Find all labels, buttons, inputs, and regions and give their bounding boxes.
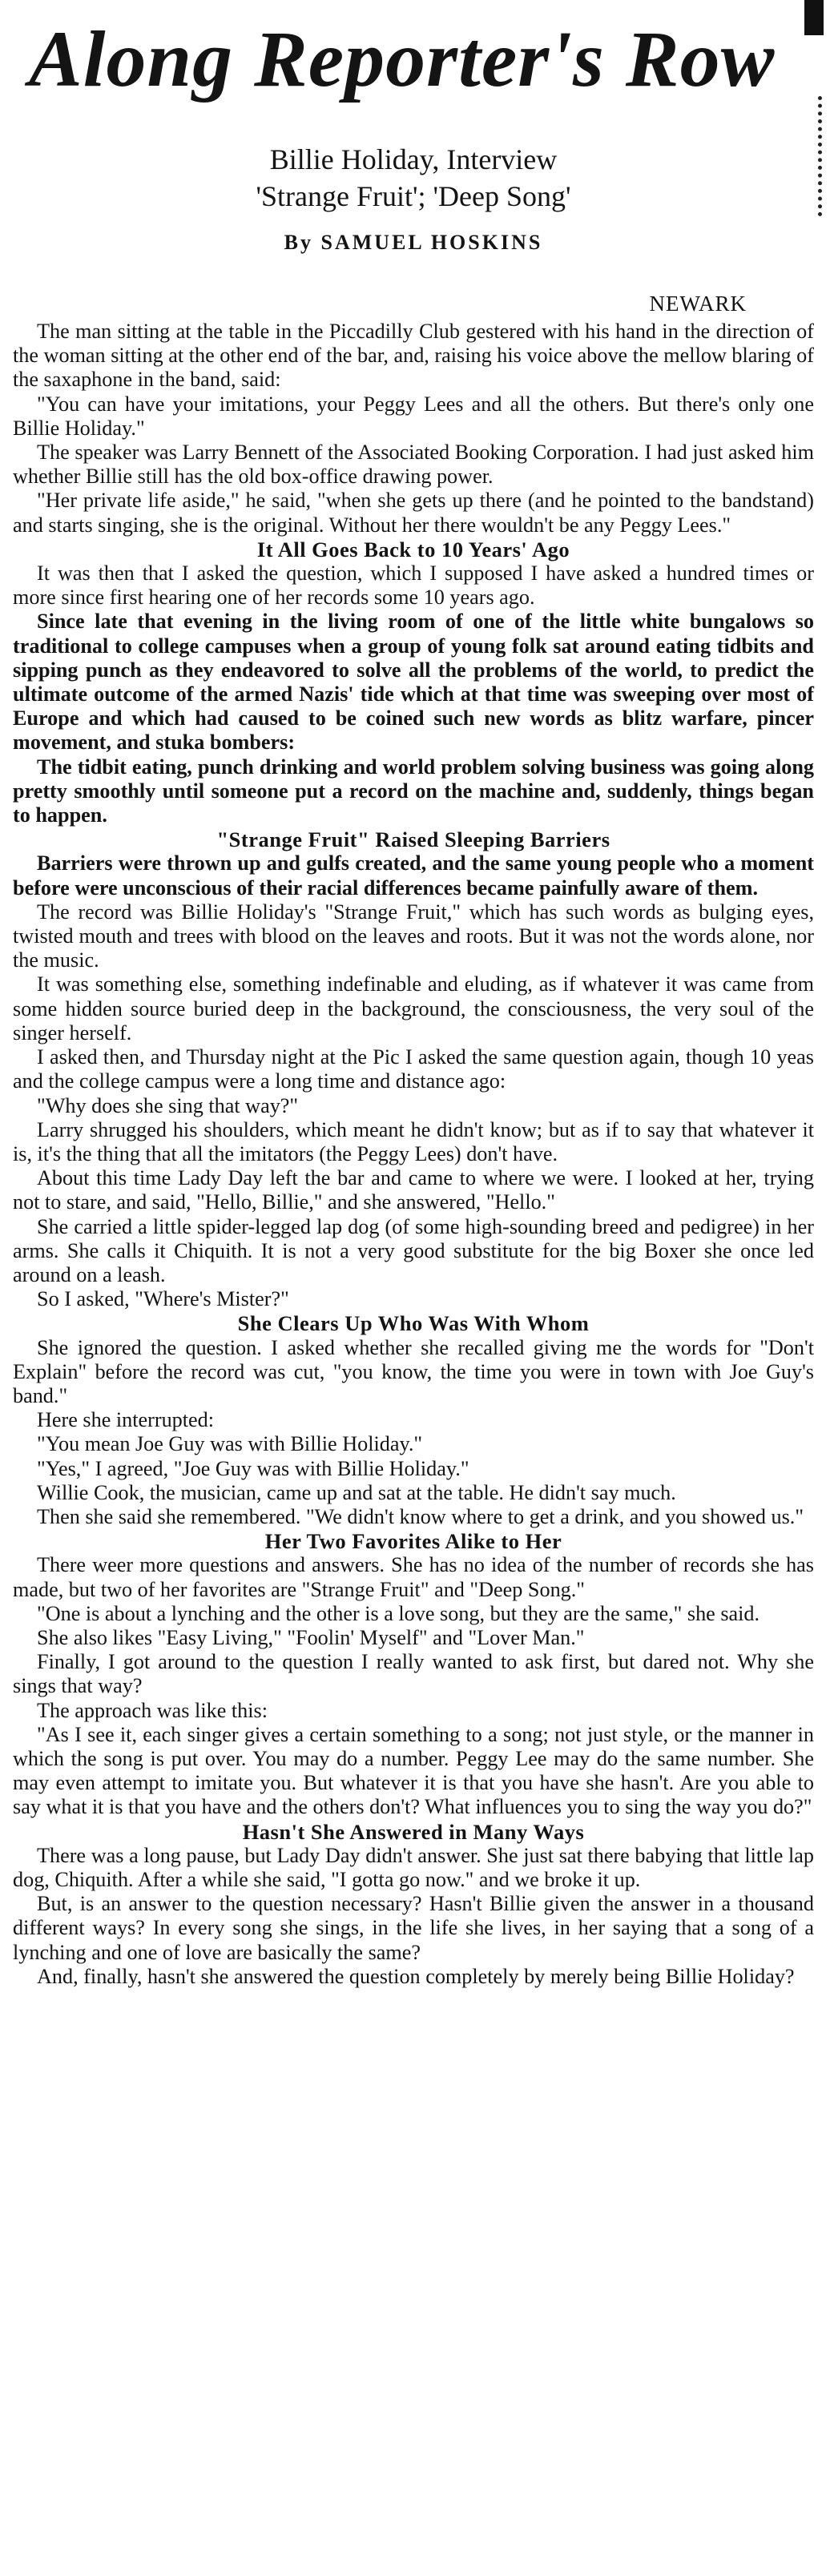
section-subheading: She Clears Up Who Was With Whom xyxy=(237,1311,590,1336)
article-paragraph: The speaker was Larry Bennett of the Associated Booking Corporation. I had just asked him whether Billie still has the old box-office drawing power. xyxy=(13,441,814,489)
subhead-line-1: Billie Holiday, Interview xyxy=(269,143,558,175)
article-subhead xyxy=(13,141,814,215)
article-paragraph: "You can have your imitations, your Peggy Lees and all the others. But there's only one Billie Holiday." xyxy=(13,392,814,440)
article-paragraph: The tidbit eating, punch drinking and world problem solving business was going along pretty smoothly until someone put a record on the machine and, suddenly, things began to happen. xyxy=(13,755,814,827)
article-paragraph: Finally, I got around to the question I really wanted to ask first, but dared not. Why she sings that way? xyxy=(13,1650,814,1698)
article-paragraph: "Why does she sing that way?" xyxy=(37,1093,299,1117)
article-paragraph: I asked then, and Thursday night at the Pic I asked the same question again, though 10 yeas and the college campus were a long time and distance ago: xyxy=(13,1045,814,1093)
article-paragraph: It was something else, something indefinable and eluding, as if whatever it was came from some hidden source buried deep in the background, the consciousness, the very soul of the singer herself. xyxy=(13,972,814,1044)
article-body xyxy=(13,320,814,1989)
byline: By SAMUEL HOSKINS xyxy=(284,231,543,254)
article-paragraph: It was then that I asked the question, which I supposed I have asked a hundred times or more since first hearing one of her records some 10 years ago. xyxy=(13,561,814,610)
article-paragraph: The approach was like this: xyxy=(37,1698,268,1722)
article-paragraph: Larry shrugged his shoulders, which meant he didn't know; but as if to say that whatever it is, it's the thing that all the imitators (the Peggy Lees) don't have. xyxy=(13,1117,814,1165)
dateline: NEWARK xyxy=(649,292,747,316)
subhead-line-2: 'Strange Fruit'; 'Deep Song' xyxy=(256,180,571,212)
article-paragraph: She also likes "Easy Living," "Foolin' Myself" and "Lover Man." xyxy=(37,1625,585,1649)
article-paragraph: There weer more questions and answers. She has no idea of the number of records she has made, but two of her favorites are "Strange Fruit" and "Deep Song." xyxy=(13,1553,814,1601)
article-paragraph: And, finally, hasn't she answered the question completely by merely being Billie Holiday? xyxy=(37,1964,795,1988)
article-paragraph: Then she said she remembered. "We didn't know where to get a drink, and you showed us." xyxy=(37,1504,804,1528)
article-paragraph: She ignored the question. I asked whether she recalled giving me the words for "Don't Explain" before the record was cut, "you know, the time you were in town with Joe Guy's band." xyxy=(13,1335,814,1407)
article-paragraph: So I asked, "Where's Mister?" xyxy=(37,1287,289,1311)
article-paragraph: The record was Billie Holiday's "Strange Fruit," which has such words as bulging eyes, twisted mouth and trees with blood on the leaves and roots. But it was not the words alone, nor the music. xyxy=(13,900,814,972)
section-subheading: Hasn't She Answered in Many Ways xyxy=(242,1819,585,1844)
article-paragraph: "One is about a lynching and the other is a love song, but they are the same," she said. xyxy=(37,1601,760,1625)
article-paragraph: "You mean Joe Guy was with Billie Holiday." xyxy=(37,1432,423,1456)
section-subheading: "Strange Fruit" Raised Sleeping Barriers xyxy=(216,827,610,852)
article-paragraph: Since late that evening in the living room of one of the little white bungalows so traditional to college campuses when a group of young folk sat around eating tidbits and sipping punch as they endeavored to solve all the problems of the world, to predict the ultimate outcome of the armed Nazis' tide which at that time was sweeping over most of Europe and which had caused to be coined such new words as blitz warfare, pincer movement, and stuka bombers: xyxy=(13,610,814,755)
article-paragraph: Willie Cook, the musician, came up and sat at the table. He didn't say much. xyxy=(37,1480,676,1504)
column-masthead: Along Reporter's Row xyxy=(29,14,776,103)
edge-dark-block xyxy=(804,0,824,35)
section-subheading: It All Goes Back to 10 Years' Ago xyxy=(256,537,570,561)
article-paragraph: "Yes," I agreed, "Joe Guy was with Billie Holiday." xyxy=(37,1456,469,1480)
article-paragraph: "As I see it, each singer gives a certain something to a song; not just style, or the manner in which the song is put over. You may do a number. Peggy Lee may do the same number. She may even attempt to imitate you. But whatever it is that you have she hasn't. Are you able to say what it is that you have and the others don't? What influences you to sing the way you do?" xyxy=(13,1722,814,1819)
article-paragraph: "Her private life aside," he said, "when she gets up there (and he pointed to the bandstand) and starts singing, she is the original. Without her there wouldn't be any Peggy Lees." xyxy=(13,489,814,537)
article-paragraph: But, is an answer to the question necessary? Hasn't Billie given the answer in a thousand different ways? In every song she sings, in the life she lives, in her saying that a song of a lynching and one of love are basically the same? xyxy=(13,1892,814,1964)
article-paragraph: Here she interrupted: xyxy=(37,1408,215,1432)
article-paragraph: She carried a little spider-legged lap dog (of some high-sounding breed and pedigree) in her arms. She calls it Chiquith. It is not a very good substitute for the big Boxer she once led around on a leash. xyxy=(13,1214,814,1286)
perforation-edge xyxy=(813,96,822,216)
article-paragraph: There was a long pause, but Lady Day didn't answer. She just sat there babying that little lap dog, Chiquith. After a while she said, "I gotta go now." and we broke it up. xyxy=(13,1843,814,1891)
section-subheading: Her Two Favorites Alike to Her xyxy=(264,1529,562,1554)
article-paragraph: The man sitting at the table in the Piccadilly Club gestered with his hand in the direction of the woman sitting at the other end of the bar, and, raising his voice above the mellow blaring of the saxaphone in the band, said: xyxy=(13,320,814,392)
article-paragraph: About this time Lady Day left the bar and came to where we were. I looked at her, trying not to stare, and said, "Hello, Billie," and she answered, "Hello." xyxy=(13,1166,814,1214)
article-paragraph: Barriers were thrown up and gulfs created, and the same young people who a moment before were unconscious of their racial differences became painfully aware of them. xyxy=(13,851,814,900)
